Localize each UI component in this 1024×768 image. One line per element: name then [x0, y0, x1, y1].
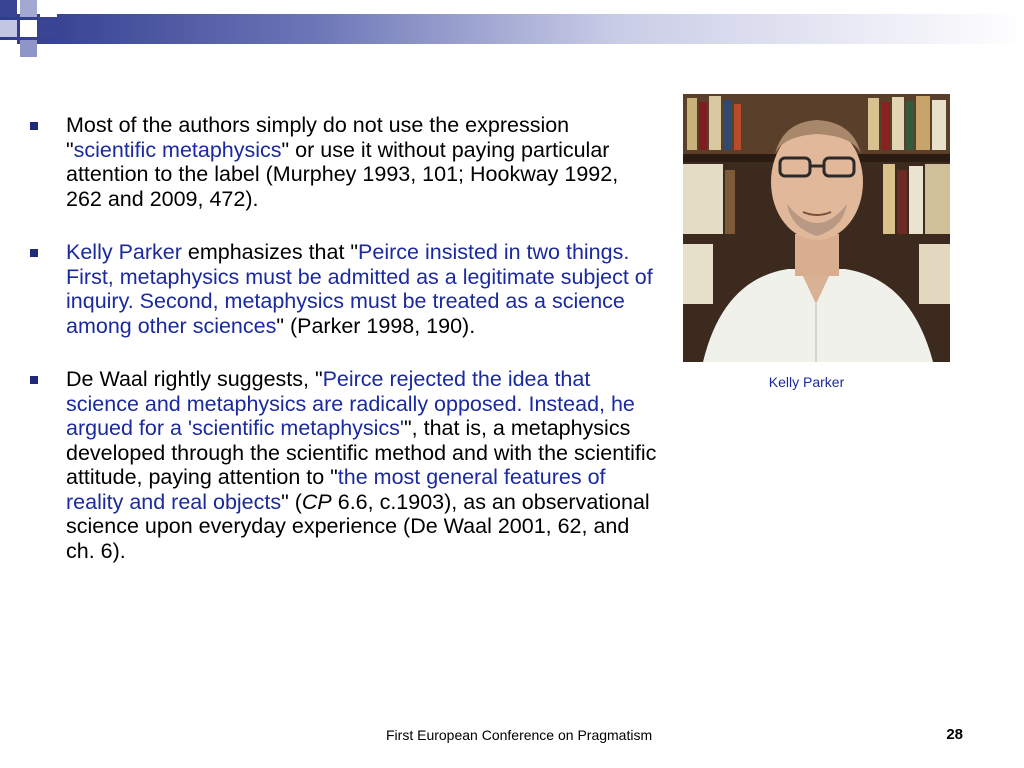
- header-square: [0, 20, 17, 37]
- header-square: [20, 20, 37, 37]
- bullet-item: [28, 113, 658, 211]
- square-bullet-icon: [30, 249, 38, 257]
- bullet-author-name: Kelly Parker: [66, 240, 182, 264]
- bullet-text: " (: [281, 489, 302, 514]
- bullet-quote: scientific metaphysics: [73, 137, 282, 162]
- bullet-citation-italic: CP: [301, 489, 332, 514]
- header-square: [0, 40, 17, 57]
- bullet-text: Most of the authors simply do not use the expression ": [66, 113, 570, 162]
- bullet-item: [28, 367, 658, 563]
- bullet-item: [28, 240, 658, 338]
- bullet-text: " (Parker 1998, 190).: [276, 313, 476, 338]
- bullet-text: " or use it without paying particular attention to the label (Murphey 1993, 101; Hookway 1992, 262 and 2009, 472).: [66, 137, 619, 211]
- header-square: [20, 0, 37, 17]
- bullet-text: ", that is, a metaphysics developed through the scientific method and with the scientific attitude, paying attention to ": [66, 416, 657, 489]
- photo-caption: Kelly Parker: [768, 374, 845, 390]
- bullet-quote: Peirce rejected the idea that science and metaphysics are radically opposed. Instead, he argued for a 'scientific metaphysics': [66, 367, 635, 440]
- footer-conference-title: First European Conference on Pragmatism: [386, 727, 653, 743]
- bullet-quote: Peirce insisted in two things. First, metaphysics must be admitted as a legitimate subject of inquiry. Second, metaphysics must be treated as a science among other sciences: [66, 240, 653, 338]
- portrait-photo-image: [683, 94, 950, 362]
- square-bullet-icon: [30, 376, 38, 384]
- page-number: 28: [946, 726, 963, 743]
- portrait-photo: [683, 94, 950, 362]
- bullet-text: De Waal rightly suggests, ": [66, 367, 323, 391]
- bullet-quote: the most general features of reality and real objects: [66, 465, 606, 514]
- square-bullet-icon: [30, 122, 38, 130]
- header-gradient-bar: [0, 14, 1024, 44]
- slide-body: [28, 113, 658, 592]
- header-square: [20, 40, 37, 57]
- header-square: [40, 20, 57, 37]
- header-square: [40, 0, 57, 17]
- bullet-text: emphasizes that ": [181, 240, 359, 264]
- header-square: [0, 0, 17, 17]
- bullet-text: 6.6, c.1903), as an observational science upon everyday experience (De Waal 2001, 62, and ch. 6).: [66, 489, 650, 563]
